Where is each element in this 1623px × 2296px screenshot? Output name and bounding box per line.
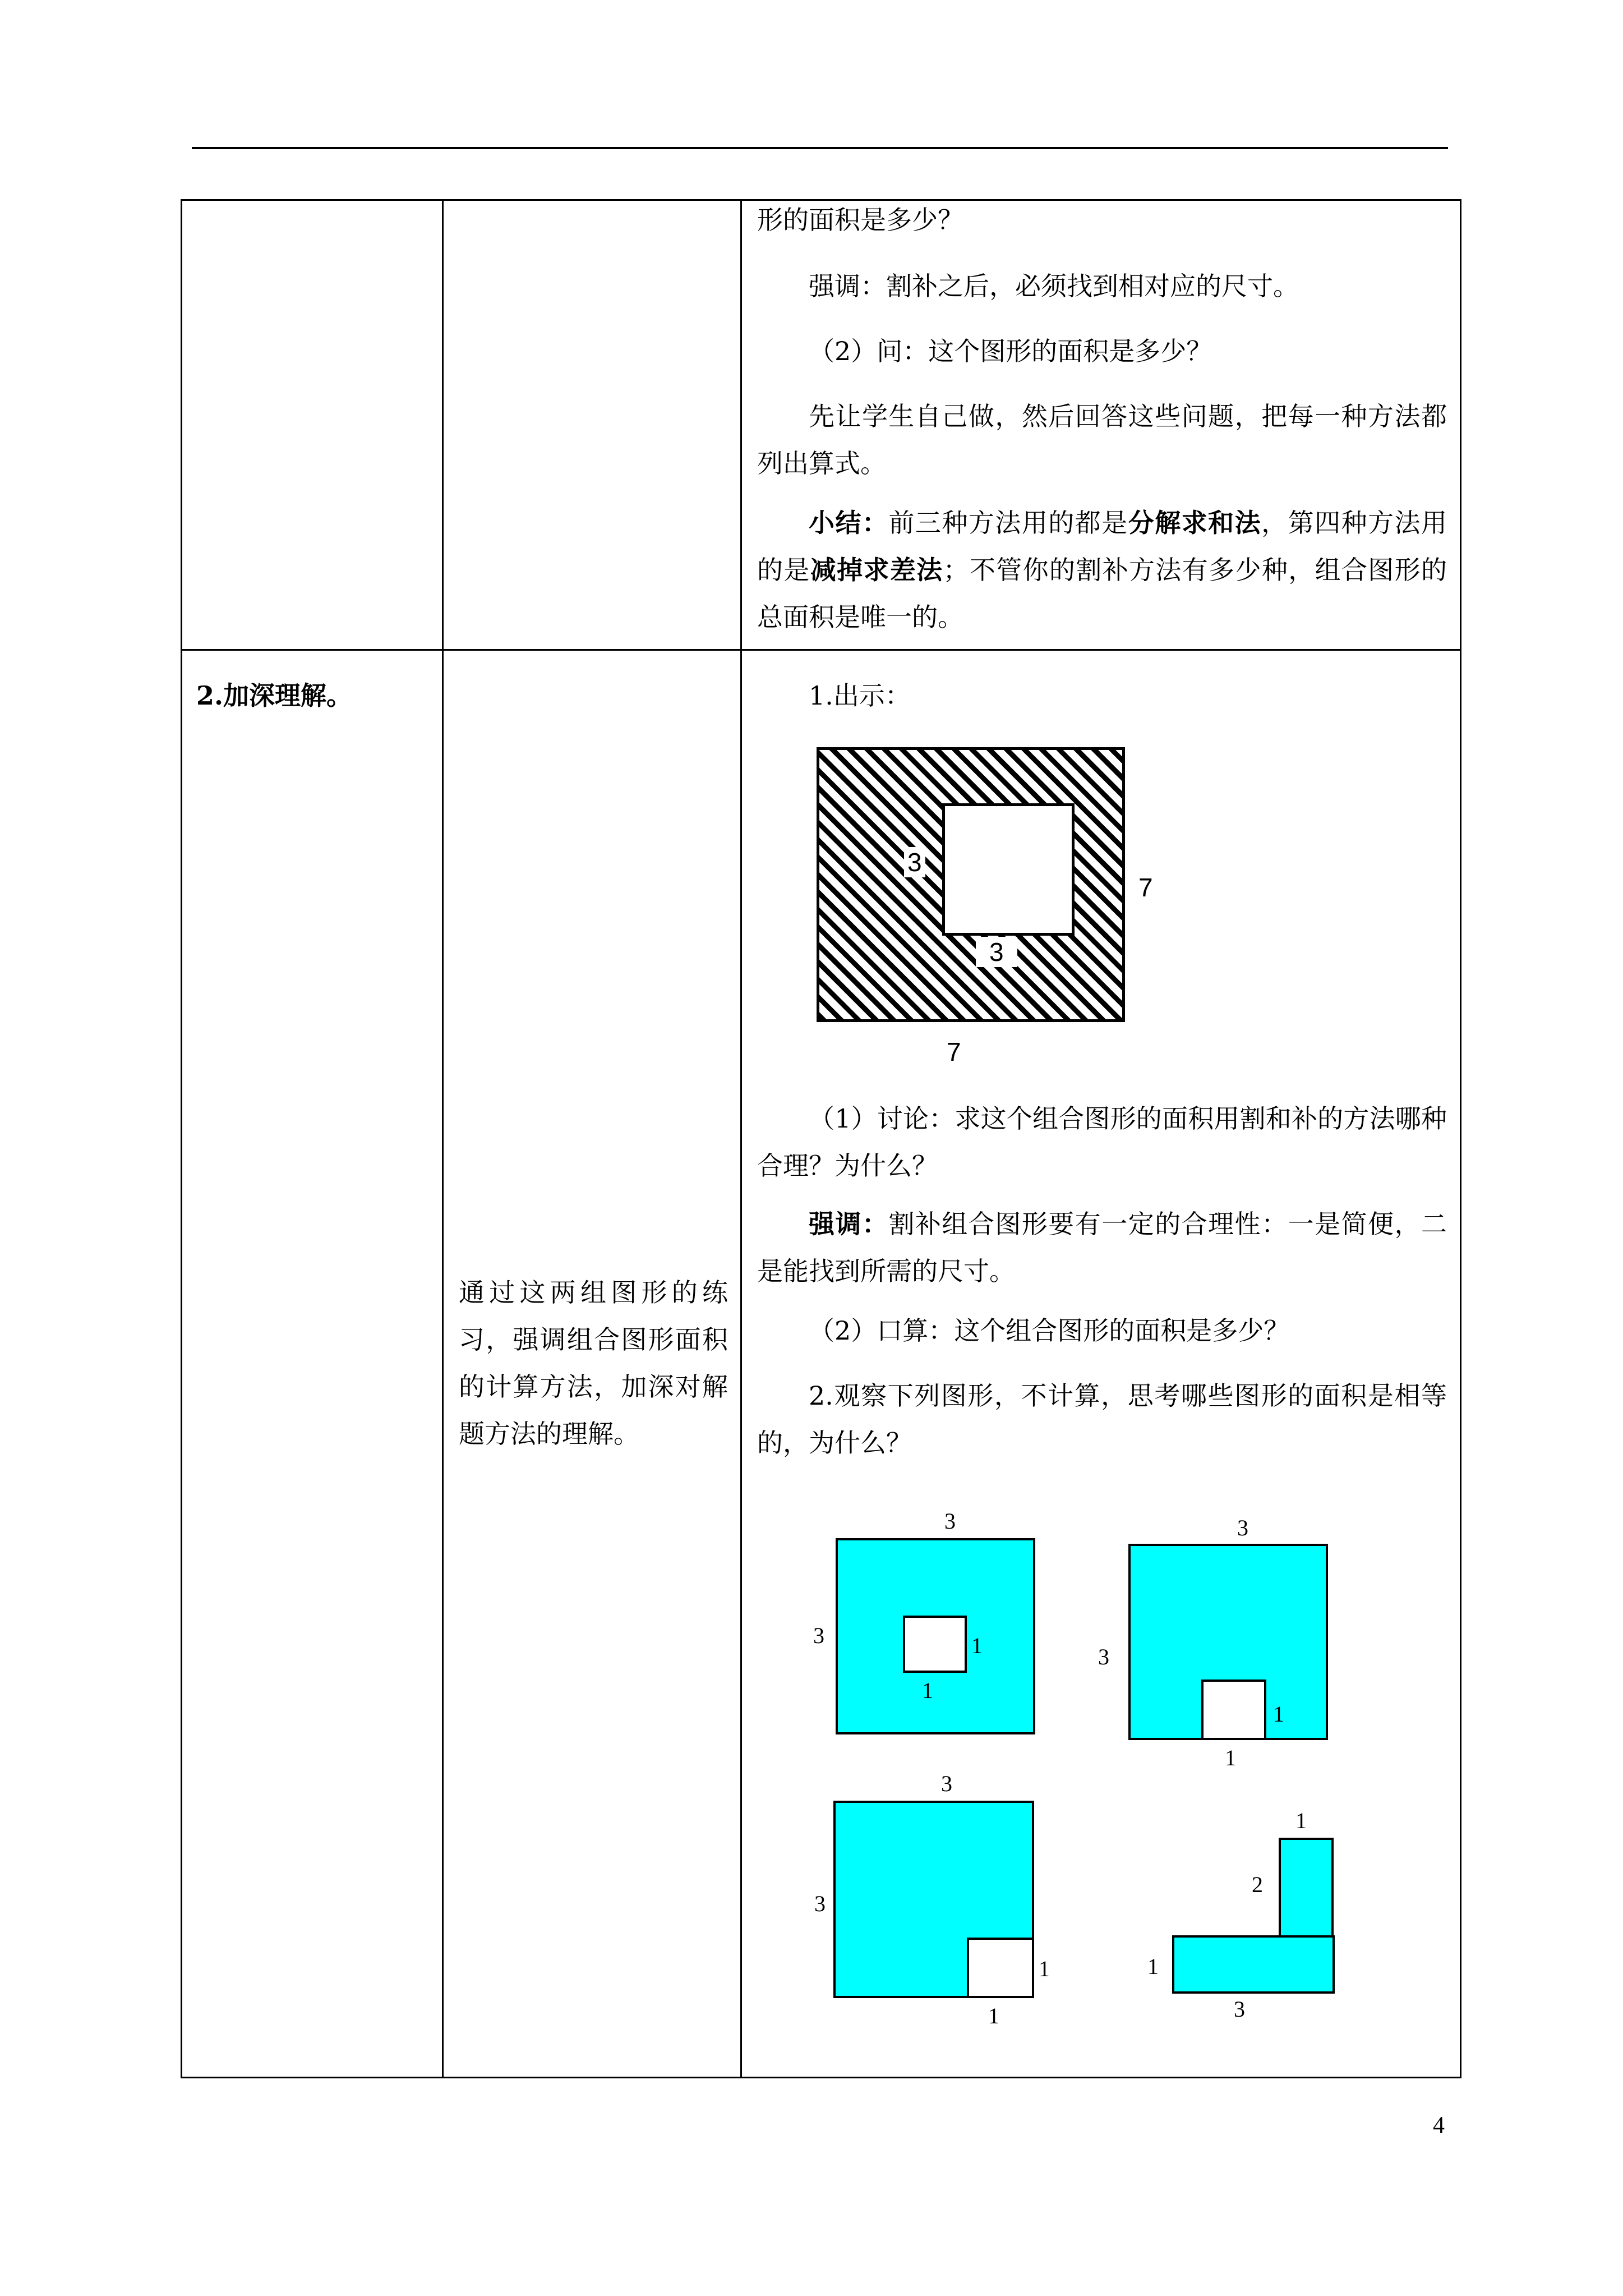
figure-c-label-inner-right: 1 (1039, 1956, 1050, 1981)
figure-b-label-inner-bottom: 1 (1225, 1745, 1236, 1770)
figure-c-label-top: 3 (941, 1771, 952, 1796)
figure-b-label-inner-right: 1 (1273, 1701, 1284, 1727)
summary-bold-2: 减掉求差法 (810, 555, 943, 585)
figure-c-notch (967, 1938, 1034, 1998)
emphasis-lead: 强调： (809, 1209, 889, 1239)
figure1-label-inner-bottom: 3 (976, 937, 1017, 967)
step2: 2.观察下列图形，不计算，思考哪些图形的面积是相等的，为什么？ (757, 1381, 1447, 1458)
row1-paragraph-2: 强调：割补之后，必须找到相对应的尺寸。 (809, 271, 1299, 301)
step1-label: 1.出示： (809, 680, 911, 711)
summary-bold-1: 分解求和法 (1128, 508, 1262, 538)
figure-a-label-inner-bottom: 1 (922, 1678, 933, 1703)
summary-text-2: ，第四种方法用的是 (757, 508, 1447, 585)
figure-a-hole (903, 1616, 967, 1673)
figure-b-notch (1201, 1680, 1266, 1740)
table-col-divider-1 (442, 199, 444, 2078)
row1-paragraph-4: 先让学生自己做，然后回答这些问题，把每一种方法都列出算式。 (757, 401, 1447, 478)
figure-d-label-bottom: 3 (1234, 1996, 1245, 2022)
question-2: （2）口算：这个组合图形的面积是多少？ (809, 1315, 1290, 1346)
section-title: 2.加深理解。 (196, 680, 353, 711)
table-col-divider-2 (740, 199, 742, 2078)
figure-a-label-left: 3 (813, 1623, 824, 1648)
figure-inner-white-square (942, 803, 1075, 936)
figure1-label-outer-bottom: 7 (947, 1037, 961, 1066)
figure1-label-inner-left: 3 (904, 847, 925, 877)
summary-text-1: 前三种方法用的都是 (888, 508, 1128, 538)
page-number: 4 (1433, 2113, 1445, 2138)
emphasis (757, 1200, 1447, 1295)
figure-b-label-top: 3 (1237, 1515, 1248, 1540)
figure-b-label-left: 3 (1098, 1644, 1109, 1669)
emphasis-text: 割补组合图形要有一定的合理性：一是简便，二是能找到所需的尺寸。 (757, 1209, 1447, 1286)
row1-paragraph-3: （2）问：这个图形的面积是多少？ (809, 336, 1212, 366)
figure-d-label-top-width: 1 (1295, 1808, 1307, 1833)
row1-summary (757, 499, 1447, 641)
figure-d-vertical-bar (1279, 1838, 1334, 1938)
figure-c-label-left: 3 (814, 1891, 826, 1916)
figure-a-label-top: 3 (944, 1508, 956, 1534)
row1-paragraph-1: 形的面积是多少？ (757, 205, 963, 235)
figure-d-label-height: 2 (1252, 1872, 1263, 1897)
figure-d-horizontal-bar (1172, 1935, 1335, 1994)
summary-lead: 小结： (809, 508, 889, 538)
table-row-divider (181, 649, 1461, 651)
question-1: （1）讨论：求这个组合图形的面积用割和补的方法哪种合理？为什么？ (757, 1103, 1447, 1181)
figure-a-label-inner-right: 1 (971, 1633, 983, 1658)
summary-text-3: ；不管你的割补方法有多少种，组合图形的总面积是唯一的。 (757, 555, 1447, 632)
figure-d-label-left: 1 (1147, 1954, 1159, 1979)
figure-c-label-inner-bottom: 1 (988, 2003, 999, 2028)
figure1-label-outer-right: 7 (1138, 873, 1153, 902)
purpose-text: 通过这两组图形的练习，强调组合图形面积的计算方法，加深对解题方法的理解。 (459, 1277, 728, 1449)
header-rule (192, 147, 1448, 149)
